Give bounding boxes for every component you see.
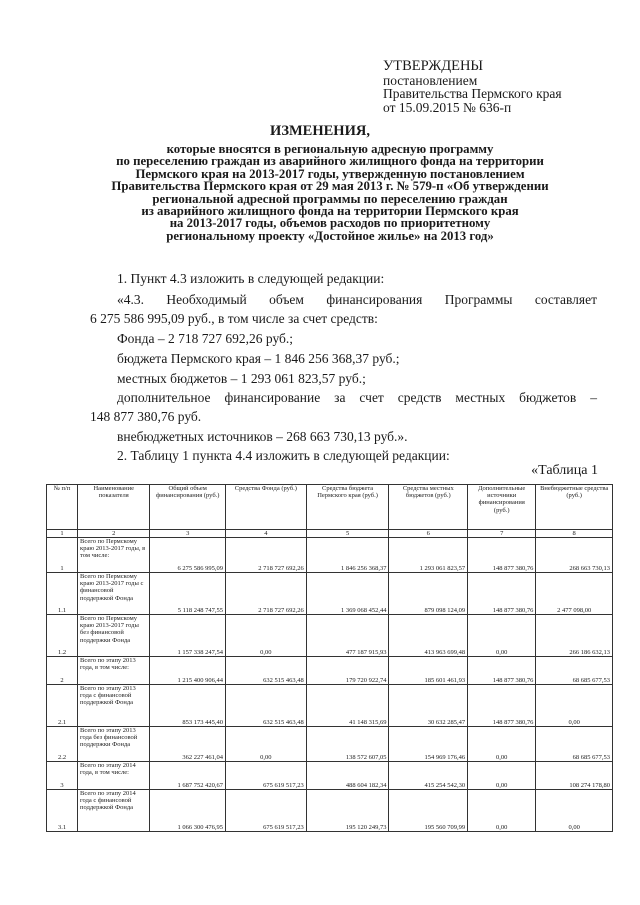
index-cell: 3	[150, 530, 226, 538]
cell-local: 195 560 709,99	[389, 790, 468, 832]
cell-local: 415 254 542,30	[389, 762, 468, 790]
cell-total: 1 157 338 247,54	[150, 615, 226, 657]
table-index-row	[47, 530, 613, 538]
cell-local: 185 601 461,93	[389, 657, 468, 685]
document-title: ИЗМЕНЕНИЯ,	[270, 123, 370, 139]
cell-offbudget: 0,00	[536, 790, 613, 832]
header-cell: № п/п	[47, 485, 78, 530]
cell-region: 477 187 915,93	[306, 615, 389, 657]
cell-extra: 148 877 380,76	[468, 573, 536, 615]
cell-extra: 148 877 380,76	[468, 538, 536, 573]
row-label: Всего по Пермскому краю 2013-2017 годы, в том числе:	[78, 538, 150, 573]
header-cell: Наименование показателя	[78, 485, 150, 530]
table-row	[47, 615, 613, 657]
subtitle-line: региональному проекту «Достойное жилье» на 2013 год»	[166, 228, 494, 243]
row-number: 1.1	[47, 573, 78, 615]
subtitle-line: Пермского края на 2013-2017 годы, утвержденную постановлением	[135, 166, 525, 181]
subtitle-line: Правительства Пермского края от 29 мая 2013 г. № 579-п «Об утверждении	[111, 179, 549, 194]
index-cell: 2	[78, 530, 150, 538]
approval-heading: УТВЕРЖДЕНЫ	[383, 58, 484, 74]
cell-total: 853 173 445,40	[150, 685, 226, 727]
cell-total: 1 066 300 476,95	[150, 790, 226, 832]
cell-region: 138 572 607,05	[306, 727, 389, 762]
index-cell: 6	[389, 530, 468, 538]
subtitle-line: на 2013-2017 годы, объемов расходов по приоритетному	[169, 216, 491, 231]
cell-offbudget: 266 186 632,13	[536, 615, 613, 657]
subtitle-line: которые вносятся в региональную адресную программу	[166, 142, 494, 156]
cell-offbudget: 68 685 677,53	[536, 657, 613, 685]
cell-extra: 0,00	[468, 762, 536, 790]
paragraph-region: бюджета Пермского края – 1 846 256 368,37 руб.;	[117, 351, 400, 366]
financing-table	[46, 484, 613, 832]
row-label: Всего по этапу 2014 года с финансовой поддержкой Фонда	[78, 790, 150, 832]
row-number: 1.2	[47, 615, 78, 657]
table-row	[47, 657, 613, 685]
row-number: 2.2	[47, 727, 78, 762]
cell-extra: 148 877 380,76	[468, 657, 536, 685]
table-header-row	[47, 485, 613, 530]
paragraph-4-3-cont: 6 275 586 995,09 руб., в том числе за счет средств:	[90, 311, 378, 326]
cell-local: 879 098 124,09	[389, 573, 468, 615]
table-row	[47, 727, 613, 762]
cell-local: 413 963 699,48	[389, 615, 468, 657]
cell-local: 154 969 176,46	[389, 727, 468, 762]
table-row	[47, 538, 613, 573]
cell-fund: 2 718 727 692,26	[225, 573, 306, 615]
cell-offbudget: 268 663 730,13	[536, 538, 613, 573]
cell-total: 5 118 248 747,55	[150, 573, 226, 615]
cell-total: 362 227 461,04	[150, 727, 226, 762]
cell-fund: 675 619 517,23	[225, 762, 306, 790]
row-number: 2.1	[47, 685, 78, 727]
cell-region: 488 604 182,34	[306, 762, 389, 790]
approval-block	[383, 60, 562, 114]
table-row	[47, 790, 613, 832]
paragraph-extra-cont: 148 877 380,76 руб.	[90, 409, 202, 424]
cell-extra: 0,00	[468, 615, 536, 657]
table-label: «Таблица 1	[531, 463, 598, 478]
cell-extra: 0,00	[468, 790, 536, 832]
paragraph-item-1: 1. Пункт 4.3 изложить в следующей редакции:	[117, 271, 385, 286]
row-label: Всего по этапу 2013 года с финансовой поддержкой Фонда	[78, 685, 150, 727]
row-number: 2	[47, 657, 78, 685]
header-cell: Средства Фонда (руб.)	[225, 485, 306, 530]
row-label: Всего по этапу 2013 года, в том числе:	[78, 657, 150, 685]
subtitle-line: региональной адресной программы по переселению граждан	[152, 191, 508, 206]
cell-fund: 632 515 463,48	[225, 657, 306, 685]
cell-fund: 0,00	[225, 615, 306, 657]
cell-offbudget: 0,00	[536, 685, 613, 727]
cell-total: 6 275 586 995,09	[150, 538, 226, 573]
row-number: 3	[47, 762, 78, 790]
cell-region: 179 720 922,74	[306, 657, 389, 685]
cell-fund: 675 619 517,23	[225, 790, 306, 832]
row-label: Всего по Пермскому краю 2013-2017 годы с финансовой поддержкой Фонда	[78, 573, 150, 615]
cell-total: 1 687 752 420,67	[150, 762, 226, 790]
header-cell: Средства местных бюджетов (руб.)	[389, 485, 468, 530]
row-label: Всего по этапу 2014 года, в том числе:	[78, 762, 150, 790]
cell-extra: 148 877 380,76	[468, 685, 536, 727]
cell-local: 30 632 285,47	[389, 685, 468, 727]
table-row	[47, 573, 613, 615]
table-row	[47, 685, 613, 727]
paragraph-extra: дополнительное финансирование за счет средств местных бюджетов –	[117, 390, 597, 405]
index-cell: 1	[47, 530, 78, 538]
cell-offbudget: 108 274 178,80	[536, 762, 613, 790]
header-cell: Общий объем финансирования (руб.)	[150, 485, 226, 530]
subtitle-line: из аварийного жилищного фонда на территории Пермского края	[141, 204, 519, 219]
approval-line: постановлением	[383, 72, 478, 88]
cell-total: 1 215 400 906,44	[150, 657, 226, 685]
document-subtitle	[60, 143, 600, 242]
paragraph-offbudget: внебюджетных источников – 268 663 730,13 руб.».	[117, 429, 408, 444]
paragraph-fund: Фонда – 2 718 727 692,26 руб.;	[117, 331, 294, 346]
table-row	[47, 762, 613, 790]
cell-extra: 0,00	[468, 727, 536, 762]
cell-offbudget: 2 477 098,00	[536, 573, 613, 615]
index-cell: 8	[536, 530, 613, 538]
index-cell: 4	[225, 530, 306, 538]
header-cell: Дополнительные источники финансирования (руб.)	[468, 485, 536, 530]
paragraph-item-2: 2. Таблицу 1 пункта 4.4 изложить в следующей редакции:	[117, 448, 450, 463]
cell-fund: 0,00	[225, 727, 306, 762]
paragraph-local: местных бюджетов – 1 293 061 823,57 руб.;	[117, 371, 366, 386]
row-number: 3.1	[47, 790, 78, 832]
cell-offbudget: 68 685 677,53	[536, 727, 613, 762]
row-label: Всего по Пермскому краю 2013-2017 годы без финансовой поддержки Фонда	[78, 615, 150, 657]
paragraph-4-3: «4.3. Необходимый объем финансирования Программы составляет	[117, 292, 597, 307]
approval-line: Правительства Пермского края	[383, 86, 562, 101]
cell-region: 195 120 249,73	[306, 790, 389, 832]
cell-region: 1 846 256 368,37	[306, 538, 389, 573]
approval-date: от 15.09.2015 № 636-п	[383, 99, 512, 115]
cell-region: 1 369 068 452,44	[306, 573, 389, 615]
header-cell: Средства бюджета Пермского края (руб.)	[306, 485, 389, 530]
cell-region: 41 148 315,69	[306, 685, 389, 727]
subtitle-line: по переселению граждан из аварийного жилищного фонда на территории	[116, 154, 544, 169]
row-label: Всего по этапу 2013 года без финансовой поддержки Фонда	[78, 727, 150, 762]
cell-local: 1 293 061 823,57	[389, 538, 468, 573]
cell-fund: 632 515 463,48	[225, 685, 306, 727]
cell-fund: 2 718 727 692,26	[225, 538, 306, 573]
header-cell: Внебюджетные средства (руб.)	[536, 485, 613, 530]
index-cell: 5	[306, 530, 389, 538]
row-number: 1	[47, 538, 78, 573]
index-cell: 7	[468, 530, 536, 538]
